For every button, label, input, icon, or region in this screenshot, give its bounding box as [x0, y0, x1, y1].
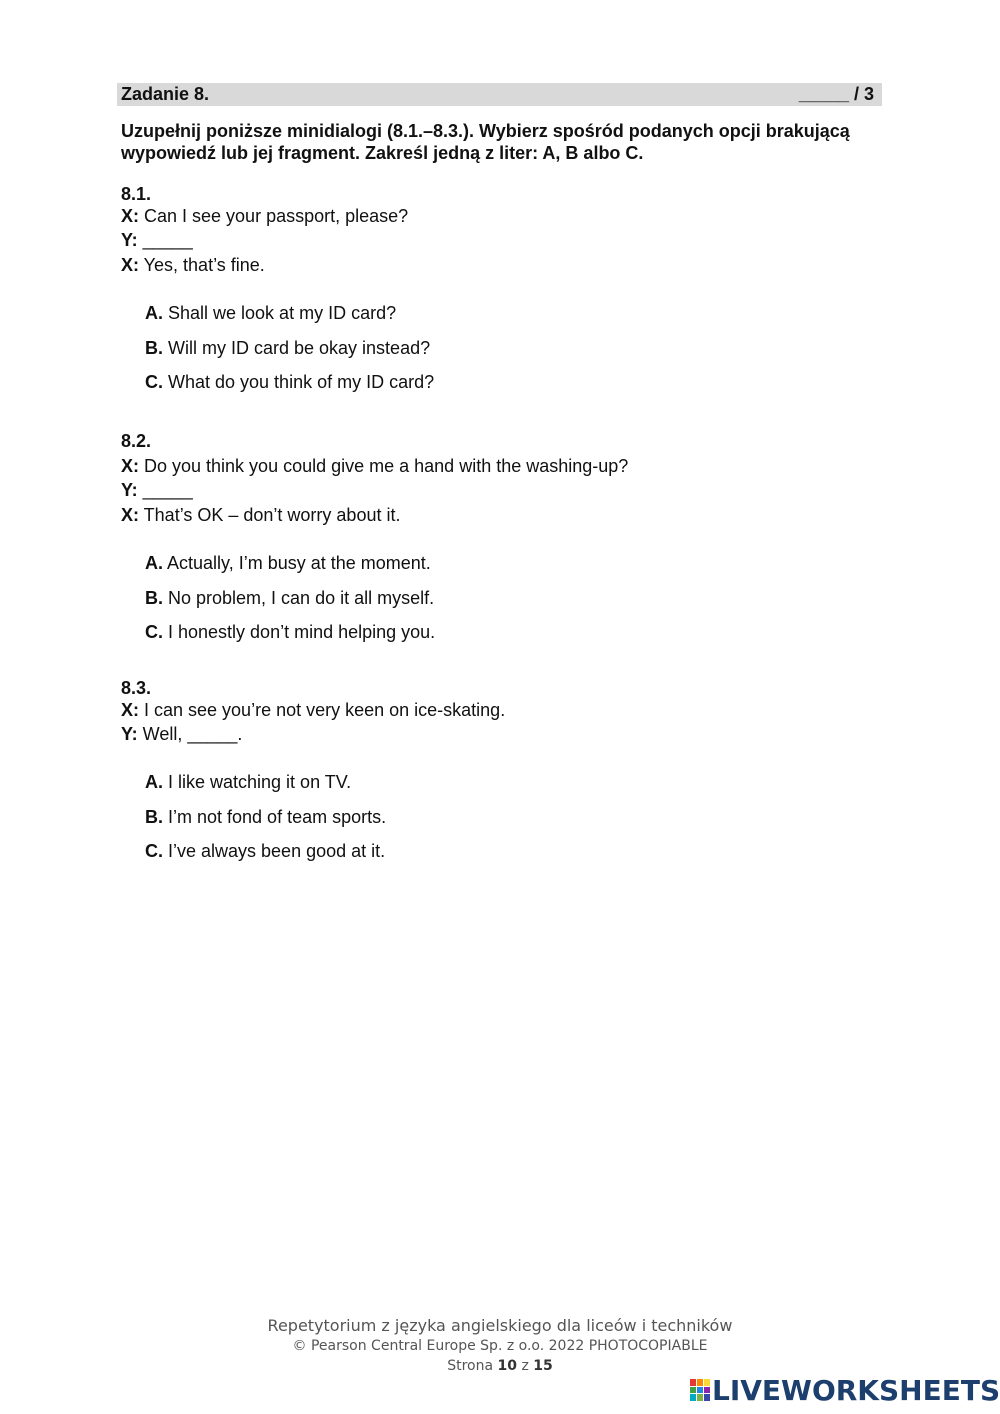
option-8-1-c[interactable]	[145, 372, 434, 393]
task-score: _____ / 3	[798, 84, 874, 104]
liveworksheets-logo[interactable]	[690, 1373, 1000, 1407]
dialogue-line	[121, 456, 628, 477]
page-current: 10	[497, 1358, 518, 1374]
option-text: I honestly don’t mind helping you.	[163, 622, 436, 642]
speaker-label: X:	[121, 505, 139, 525]
dialogue-line	[121, 480, 193, 501]
speaker-label: X:	[121, 255, 139, 275]
option-text: I like watching it on TV.	[163, 772, 352, 792]
option-text: What do you think of my ID card?	[163, 372, 435, 392]
dialogue-line	[121, 724, 242, 745]
dialogue-text: Can I see your passport, please?	[139, 206, 409, 226]
answer-blank[interactable]: _____	[137, 230, 193, 250]
option-text: I’m not fond of team sports.	[163, 807, 387, 827]
speaker-label: X:	[121, 456, 139, 476]
option-text: Will my ID card be okay instead?	[163, 338, 431, 358]
option-8-2-b[interactable]	[145, 588, 434, 609]
logo-cell	[690, 1387, 696, 1394]
page-prefix: Strona	[447, 1358, 498, 1374]
option-letter: A.	[145, 553, 163, 573]
logo-cell	[704, 1394, 710, 1401]
task-instruction: Uzupełnij poniższe minidialogi (8.1.–8.3.). Wybierz spośród podanych opcji brakującą wypowiedź lub jej fragment. Zakreśl jedną z liter: A, B albo C.	[121, 121, 850, 163]
option-letter: A.	[145, 303, 163, 323]
logo-cell	[697, 1387, 703, 1394]
speaker-label: Y:	[121, 480, 138, 500]
question-number: 8.3.	[121, 678, 152, 698]
dialogue-line	[121, 230, 193, 251]
option-letter: B.	[145, 588, 163, 608]
option-letter: B.	[145, 338, 163, 358]
dialogue-line	[121, 505, 400, 526]
logo-cell	[697, 1394, 703, 1401]
option-text: I’ve always been good at it.	[163, 841, 386, 861]
speaker-label: X:	[121, 206, 139, 226]
page-total: 15	[533, 1358, 553, 1374]
option-text: Shall we look at my ID card?	[163, 303, 397, 323]
dialogue-text: That’s OK – don’t worry about it.	[139, 505, 401, 525]
option-letter: A.	[145, 772, 163, 792]
option-8-3-c[interactable]	[145, 841, 385, 862]
dialogue-text: Do you think you could give me a hand with the washing-up?	[139, 456, 629, 476]
answer-blank[interactable]: Well, _____.	[137, 724, 243, 744]
logo-cell	[697, 1379, 703, 1386]
footer-copyright: © Pearson Central Europe Sp. z o.o. 2022 PHOTOCOPIABLE	[292, 1338, 708, 1354]
option-letter: C.	[145, 841, 163, 861]
speaker-label: X:	[121, 700, 139, 720]
question-number: 8.1.	[121, 184, 152, 204]
logo-cell	[690, 1394, 696, 1401]
task-title: Zadanie 8.	[121, 84, 210, 104]
option-8-3-a[interactable]	[145, 772, 351, 793]
option-text: Actually, I’m busy at the moment.	[163, 553, 431, 573]
speaker-label: Y:	[121, 724, 138, 744]
task-header	[117, 83, 882, 106]
option-letter: C.	[145, 622, 163, 642]
option-letter: B.	[145, 807, 163, 827]
option-text: No problem, I can do it all myself.	[163, 588, 435, 608]
dialogue-line	[121, 206, 408, 227]
question-number: 8.2.	[121, 431, 152, 451]
option-letter: C.	[145, 372, 163, 392]
option-8-2-a[interactable]	[145, 553, 431, 574]
logo-cell	[704, 1379, 710, 1386]
logo-cell	[690, 1379, 696, 1386]
dialogue-line	[121, 255, 265, 276]
dialogue-line	[121, 700, 505, 721]
logo-grid-icon	[690, 1379, 710, 1401]
dialogue-text: Yes, that’s fine.	[139, 255, 265, 275]
answer-blank[interactable]: _____	[137, 480, 193, 500]
dialogue-text: I can see you’re not very keen on ice-skating.	[139, 700, 506, 720]
logo-text: LIVEWORKSHEETS	[712, 1373, 1000, 1407]
page-separator: z	[517, 1358, 534, 1374]
option-8-1-a[interactable]	[145, 303, 396, 324]
logo-cell	[704, 1387, 710, 1394]
footer-page-number	[0, 1358, 1000, 1374]
option-8-3-b[interactable]	[145, 807, 386, 828]
speaker-label: Y:	[121, 230, 138, 250]
footer-book-title: Repetytorium z języka angielskiego dla liceów i techników	[267, 1316, 733, 1335]
option-8-2-c[interactable]	[145, 622, 435, 643]
option-8-1-b[interactable]	[145, 338, 430, 359]
